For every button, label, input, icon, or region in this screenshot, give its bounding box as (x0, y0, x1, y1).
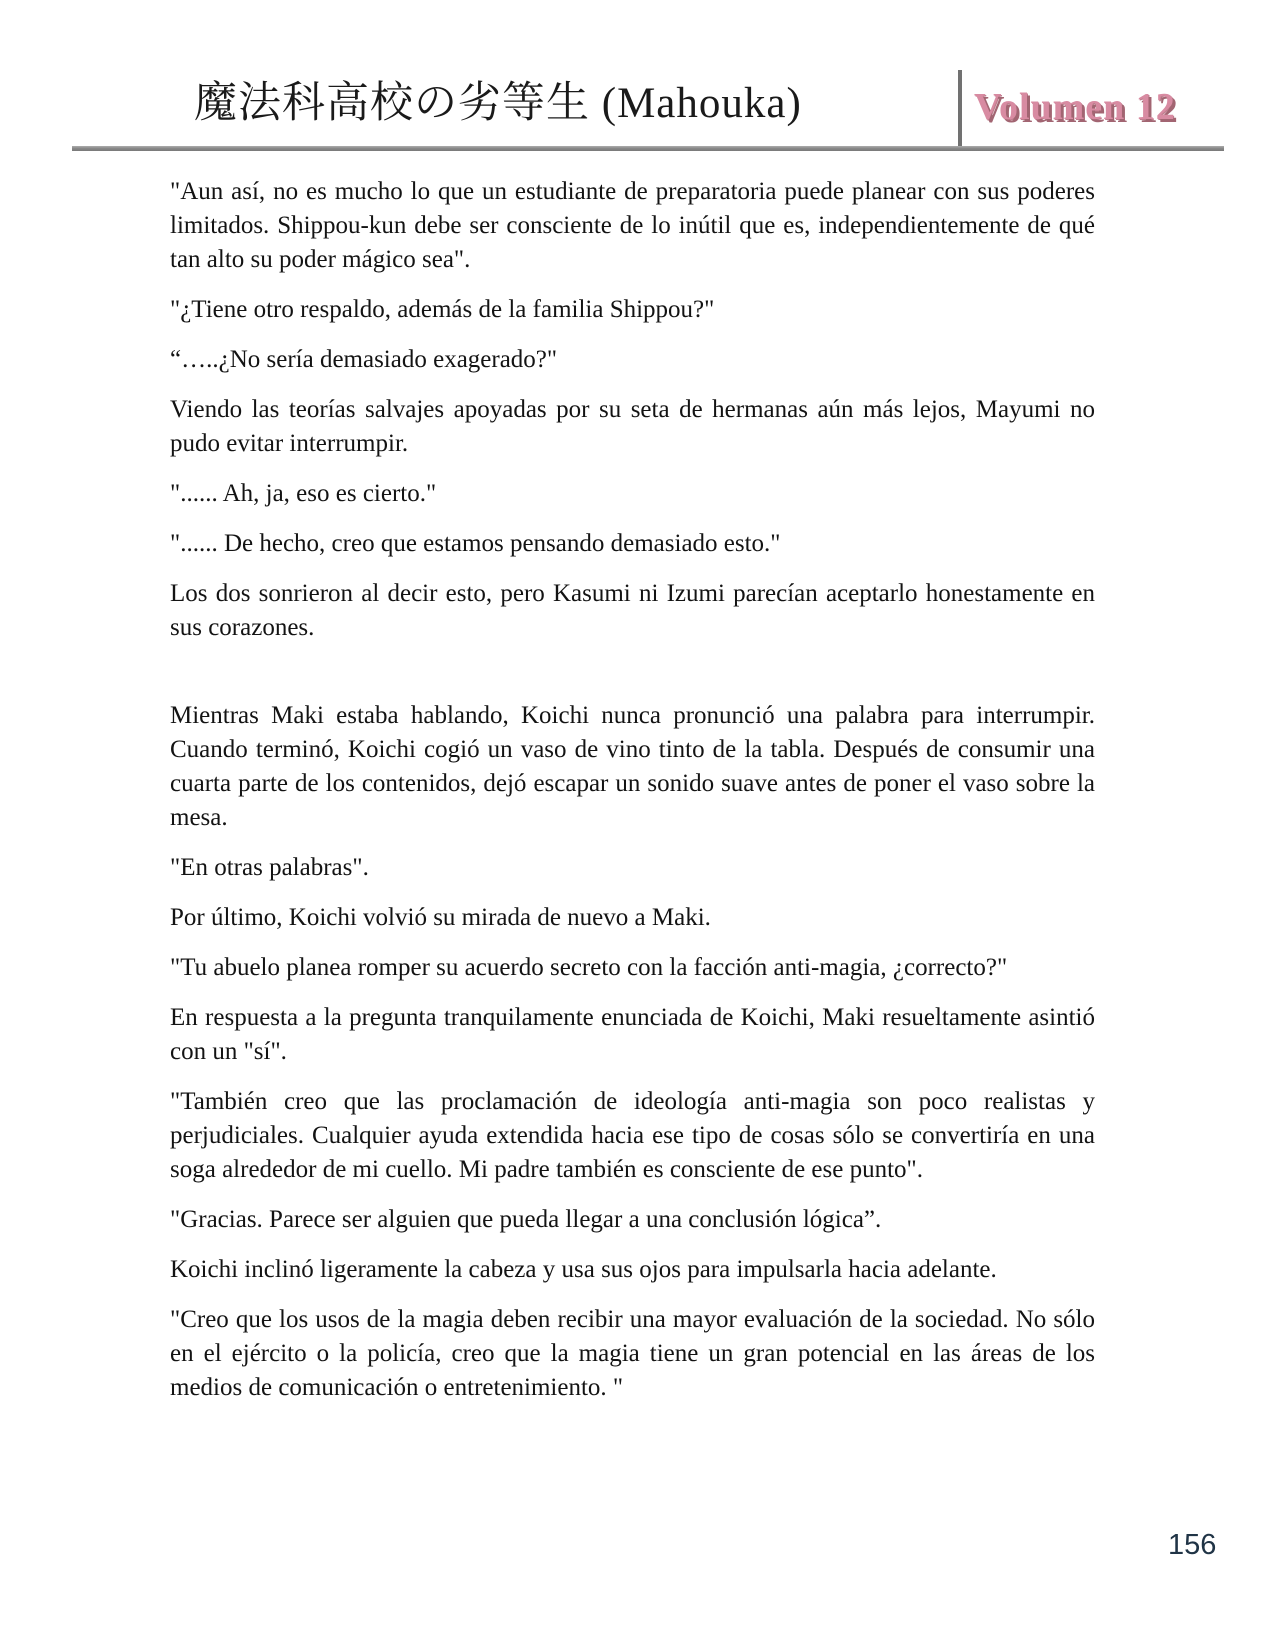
page-body (170, 175, 1095, 1421)
paragraph: Por último, Koichi volvió su mirada de nuevo a Maki. (170, 904, 711, 931)
volume-label: Volumen 12 (974, 86, 1176, 128)
paragraph: "Creo que los usos de la magia deben recibir una mayor evaluación de la sociedad. No sólo en el ejército o la policía, creo que la magia tiene un gran potencial en las áreas de los medios de comunicación o entretenimiento. " (170, 1306, 1095, 1401)
paragraph: Koichi inclinó ligeramente la cabeza y usa sus ojos para impulsarla hacia adelante. (170, 1256, 997, 1283)
paragraph: Viendo las teorías salvajes apoyadas por su seta de hermanas aún más lejos, Mayumi no pudo evitar interrumpir. (170, 396, 1095, 457)
paragraph: "¿Tiene otro respaldo, además de la familia Shippou?" (170, 296, 715, 323)
paragraph: Los dos sonrieron al decir esto, pero Kasumi ni Izumi parecían aceptarlo honestamente en sus corazones. (170, 580, 1095, 641)
scene-break (170, 661, 1095, 699)
paragraph: “…..¿No sería demasiado exagerado?" (170, 346, 558, 373)
paragraph: "En otras palabras". (170, 854, 369, 881)
paragraph: "...... Ah, ja, eso es cierto." (170, 480, 437, 507)
page-number: 156 (1168, 1529, 1217, 1561)
header-vertical-divider (958, 70, 962, 148)
paragraph: "Gracias. Parece ser alguien que pueda llegar a una conclusión lógica”. (170, 1206, 882, 1233)
header-rule (72, 146, 1224, 151)
paragraph: Mientras Maki estaba hablando, Koichi nunca pronunció una palabra para interrumpir. Cuando terminó, Koichi cogió un vaso de vino tinto de la tabla. Después de consumir una cuarta parte de los contenidos, dejó escapar un sonido suave antes de poner el vaso sobre la mesa. (170, 702, 1095, 831)
page-header (72, 70, 1224, 148)
paragraph: "Aun así, no es mucho lo que un estudiante de preparatoria puede planear con sus poderes limitados. Shippou-kun debe ser consciente de lo inútil que es, independientemente de qué tan alto su poder mágico sea". (170, 178, 1095, 273)
paragraph: "Tu abuelo planea romper su acuerdo secreto con la facción anti-magia, ¿correcto?" (170, 954, 1008, 981)
paragraph: "También creo que las proclamación de ideología anti-magia son poco realistas y perjudiciales. Cualquier ayuda extendida hacia ese tipo de cosas sólo se convertiría en una soga alrededor de mi cuello. Mi padre también es consciente de ese punto". (170, 1088, 1095, 1183)
paragraph: "...... De hecho, creo que estamos pensando demasiado esto." (170, 530, 781, 557)
page-title: 魔法科高校の劣等生 (Mahouka) (194, 80, 802, 127)
paragraph: En respuesta a la pregunta tranquilamente enunciada de Koichi, Maki resueltamente asintió con un "sí". (170, 1004, 1095, 1065)
